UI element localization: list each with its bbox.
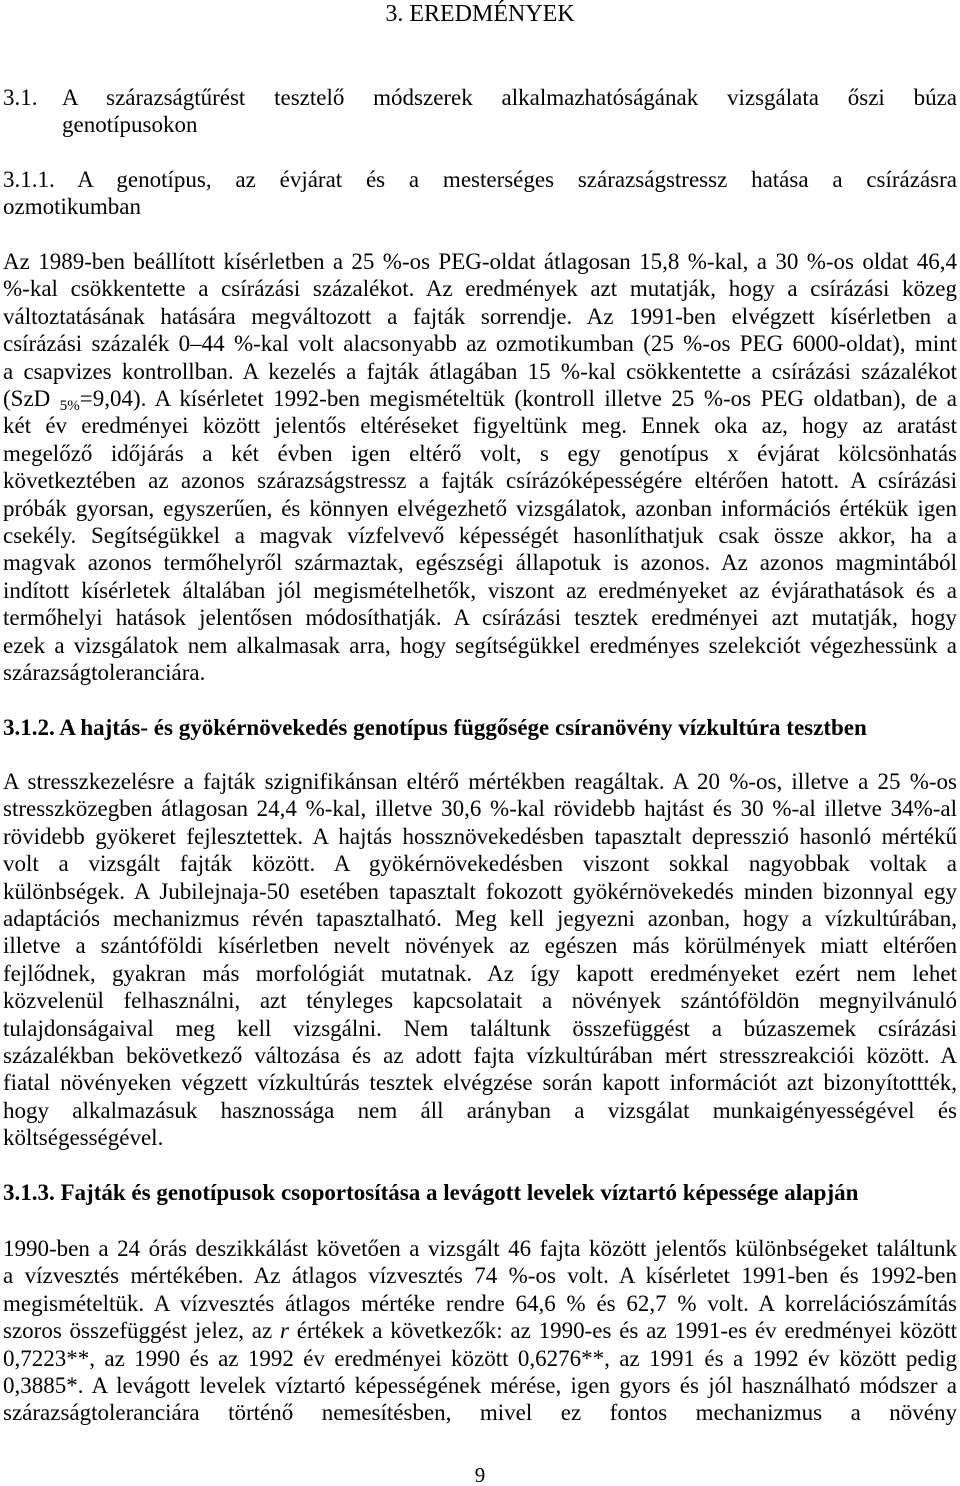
paragraph-line: fejlődnek, gyakran más morfológiát mutatnak. Az így kapott eredményeket ezért nem lehet [3,960,957,986]
heading-line: 3.1.1. A genotípus, az évjárat és a mesterséges szárazságstressz hatása a csírázásra [3,167,957,192]
paragraph-line: illetve a szántóföldi kísérletben nevelt növények az egészen más körülmények miatt eltérően [3,933,957,959]
paragraph-line: magvak azonos termőhelyről származtak, egészségi állapotuk is azonos. Az azonos magmintából [3,550,957,576]
paragraph-line: csírázási százalék 0–44 %-kal volt alacsonyabb az ozmotikumban (25 %-os PEG 6000-oldat), mint [3,331,957,357]
paragraph-line: rövidebb gyökeret fejlesztettek. A hajtás hossznövekedésben tapasztalt depresszió hasonló mértékű [3,823,957,849]
section-3-1-heading [3,84,957,139]
paragraph-line: következtében az azonos szárazságstressz a fajták csírázóképességére eltérően hatott. A csírázási [3,468,957,494]
paragraph-line: %-kal csökkentette a csírázási százalékot. Az eredmények azt mutatják, hogy a csírázási közeg [3,276,957,302]
paragraph-line: százalékban bekövetkező változása és az adott fajta vízkultúrában mért stresszreakciói között. A [3,1043,957,1069]
section-3-1-title [62,84,957,139]
paragraph-line: próbák gyorsan, egyszerűen, és könnyen elvégezhető vizsgálatok, azonban információs értékük igen [3,495,957,521]
paragraph-line: két év eredményei között jelentős eltéréseket figyeltünk meg. Ennek oka az, hogy az aratást [3,413,957,439]
subscript: 5% [59,398,80,415]
section-3-1-3-paragraph [3,1235,957,1427]
heading-line: genotípusokon [62,112,198,138]
paragraph-line: termőhelyi hatások jelentősen módosíthatják. A csírázási tesztek eredményei azt mutatják, hogy [3,605,957,631]
section-3-1-2-heading [3,714,957,741]
section-3-1-1-heading [3,166,957,221]
section-3-1-3-heading [3,1179,957,1206]
paragraph-line: 0,3885*. A levágott levelek víztartó képességének mérése, igen gyors és jól használható módszer a [3,1373,957,1399]
line-text: (SzD [3,386,60,412]
italic-variable: r [280,1318,289,1344]
paragraph-line: megismételtük. A vízvesztés átlagos mértéke rendre 64,6 % és 62,7 % volt. A korrelációszámítás [3,1290,957,1316]
paragraph-line [3,1317,957,1344]
section-3-1-1-paragraph [3,248,957,687]
paragraph-line: ezek a vizsgálatok nem alkalmasak arra, hogy segítségükkel eredményes szelekciót végezhessünk a [3,632,957,658]
line-text: =9,04). A kísérletet 1992-ben megismételtük (kontroll illetve 25 %-os PEG oldatban), de a [79,386,957,412]
paragraph-line: 1990-ben a 24 órás deszikkálást követően a vizsgált 46 fajta között jelentős különbségeket találtunk [3,1236,957,1261]
paragraph-line: tulajdonságaival meg kell vizsgálni. Nem találtunk összefüggést a búzaszemek csírázási [3,1015,957,1041]
page-title: 3. EREDMÉNYEK [385,1,575,27]
line-text: értékek a következők: az 1990-es és az 1991-es év eredményei között [288,1318,957,1344]
paragraph-line: stresszközegben átlagosan 24,4 %-kal, illetve 30,6 %-kal rövidebb hajtást és 30 %-al illetve 34%-al [3,796,957,822]
paragraph-line: adaptációs mechanizmus révén tapasztalható. Meg kell jegyezni azonban, hogy a vízkultúrában, [3,906,957,932]
paragraph-line: szárazságtoleranciára. [3,660,206,686]
section-number: 3.1. [3,85,38,110]
paragraph-line: változtatásának hatására megváltozott a fajták sorrendje. Az 1991-ben elvégzett kísérletben a [3,303,957,329]
paragraph-line: a vízvesztés mértékében. Az átlagos vízvesztés 74 %-os volt. A kísérletet 1991-ben és 1992-ben [3,1263,957,1289]
paragraph-line: hogy alkalmazásuk hasznossága nem áll arányban a vizsgálat munkaigényességével és [3,1097,957,1123]
paragraph-line [3,385,957,415]
heading-line: 3.1.3. Fajták és genotípusok csoportosítása a levágott levelek víztartó képessége alapján [3,1180,859,1205]
paragraph-line: a csapvizes kontrollban. A kezelés a fajták átlagában 15 %-kal csökkentette a csírázási százalékot [3,358,957,384]
paragraph-line: költségességével. [3,1125,164,1151]
paragraph-line: csekély. Segítségükkel a magvak vízfelvevő képességét hasonlíthatjuk csak össze akkor, ha a [3,523,957,549]
page-number: 9 [474,1463,486,1486]
paragraph-line: fiatal növényeken végzett vízkultúrás tesztek elvégzése során kapott információt azt bizonyítottték, [3,1070,957,1096]
heading-line: A szárazságtűrést tesztelő módszerek alkalmazhatóságának vizsgálata őszi búza [62,85,957,110]
paragraph-line: szárazságtoleranciára történő nemesítésben, mivel ez fontos mechanizmus a növény [3,1400,957,1426]
paragraph-line: Az 1989-ben beállított kísérletben a 25 %-os PEG-oldat átlagosan 15,8 %-kal, a 30 %-os oldat 46,4 [3,249,957,274]
heading-line: 3.1.2. A hajtás- és gyökérnövekedés genotípus függősége csíranövény vízkultúra tesztben [3,715,867,740]
paragraph-line: 0,7223**, az 1990 és az 1992 év eredményei között 0,6276**, az 1991 és a 1992 év között pedig [3,1345,957,1371]
paragraph-line: indított kísérletek általában jól megismételhetők, viszont az eredményeket az évjárathatások és a [3,577,957,603]
paragraph-line: volt a vizsgált fajták között. A gyökérnövekedésben viszont sokkal nagyobbak voltak a [3,851,957,877]
paragraph-line: A stresszkezelésre a fajták szignifikánsan eltérő mértékben reagáltak. A 20 %-os, illetve a 25 %-os [3,769,957,794]
line-text: szoros összefüggést jelez, az [3,1318,281,1344]
paragraph-line: közvelenül felhasználni, azt tényleges kapcsolatait a növények szántóföldön megnyilvánuló [3,988,957,1014]
heading-line: ozmotikumban [3,194,141,220]
paragraph-line: különbségek. A Jubilejnaja-50 esetében tapasztalt fokozott gyökérnövekedés minden bizonnyal egy [3,878,957,904]
section-3-1-2-paragraph [3,768,957,1152]
paragraph-line: megelőző időjárás a két évben igen eltérő volt, s egy genotípus x évjárat kölcsönhatás [3,440,957,466]
